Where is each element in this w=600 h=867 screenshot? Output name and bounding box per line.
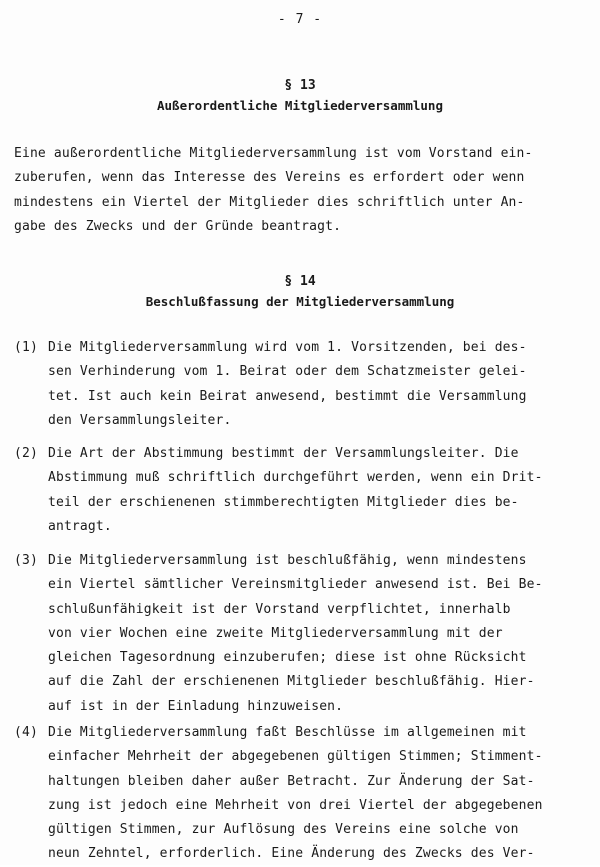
text-line: den Versammlungsleiter. [48,412,232,428]
text-line: zung ist jedoch eine Mehrheit von drei Viertel der abgegebenen [48,797,543,813]
text-line: auf die Zahl der erschienenen Mitglieder beschlußfähig. Hier- [48,674,535,690]
clause-number: (3) [14,553,38,568]
clause-body [48,442,588,539]
section-13-heading [0,76,600,116]
text-line: von vier Wochen eine zweite Mitgliederversammlung mit der [48,625,503,641]
clause-number: (4) [14,725,38,740]
text-line: sen Verhinderung vom 1. Beirat oder dem Schatzmeister gelei- [48,364,527,380]
text-line: auf ist in der Einladung hinzuweisen. [48,698,344,714]
text-line: teil der erschienenen stimmberechtigten Mitglieder dies be- [48,494,519,510]
section-symbol: § 13 [284,78,316,93]
section-13-paragraph [14,142,588,239]
clause-body [48,336,588,433]
text-line: Abstimmung muß schriftlich durchgeführt werden, wenn ein Drit- [48,470,543,486]
section-symbol: § 14 [284,274,316,289]
section-title: Beschlußfassung der Mitgliederversammlung [145,294,455,309]
section-14-heading [0,272,600,312]
text-line: Eine außerordentliche Mitgliederversammlung ist vom Vorstand ein- [14,146,533,161]
text-line: tet. Ist auch kein Beirat anwesend, bestimmt die Versammlung [48,388,527,404]
text-line: ein Viertel sämtlicher Vereinsmitglieder anwesend ist. Bei Be- [48,577,543,593]
page-number: - 7 - [277,12,323,27]
section-title: Außerordentliche Mitgliederversammlung [157,98,443,113]
text-line: neun Zehntel, erforderlich. Eine Änderung des Zwecks des Ver- [48,846,535,862]
text-line: antragt. [48,518,112,534]
text-line: Die Mitgliederversammlung wird vom 1. Vorsitzenden, bei des- [48,340,527,355]
text-line: mindestens ein Viertel der Mitglieder dies schriftlich unter An- [14,194,525,210]
text-line: zuberufen, wenn das Interesse des Vereins es erfordert oder wenn [14,170,525,186]
clause-number: (1) [14,340,38,355]
clause-body [48,721,588,867]
text-line: einfacher Mehrheit der abgegebenen gültigen Stimmen; Stimment- [48,749,543,765]
text-line: Die Art der Abstimmung bestimmt der Versammlungsleiter. Die [48,446,519,461]
text-line: gültigen Stimmen, zur Auflösung des Vereins eine solche von [48,822,519,838]
text-line: Die Mitgliederversammlung ist beschlußfähig, wenn mindestens [48,553,527,568]
text-line: Die Mitgliederversammlung faßt Beschlüsse im allgemeinen mit [48,725,527,740]
clause-number: (2) [14,446,38,461]
clause-body [48,549,588,719]
text-line: gleichen Tagesordnung einzuberufen; diese ist ohne Rücksicht [48,650,527,666]
text-line: haltungen bleiben daher außer Betracht. Zur Änderung der Sat- [48,773,535,789]
text-line: schlußunfähigkeit ist der Vorstand verpflichtet, innerhalb [48,601,511,617]
text-line: gabe des Zwecks und der Gründe beantragt. [14,218,342,234]
